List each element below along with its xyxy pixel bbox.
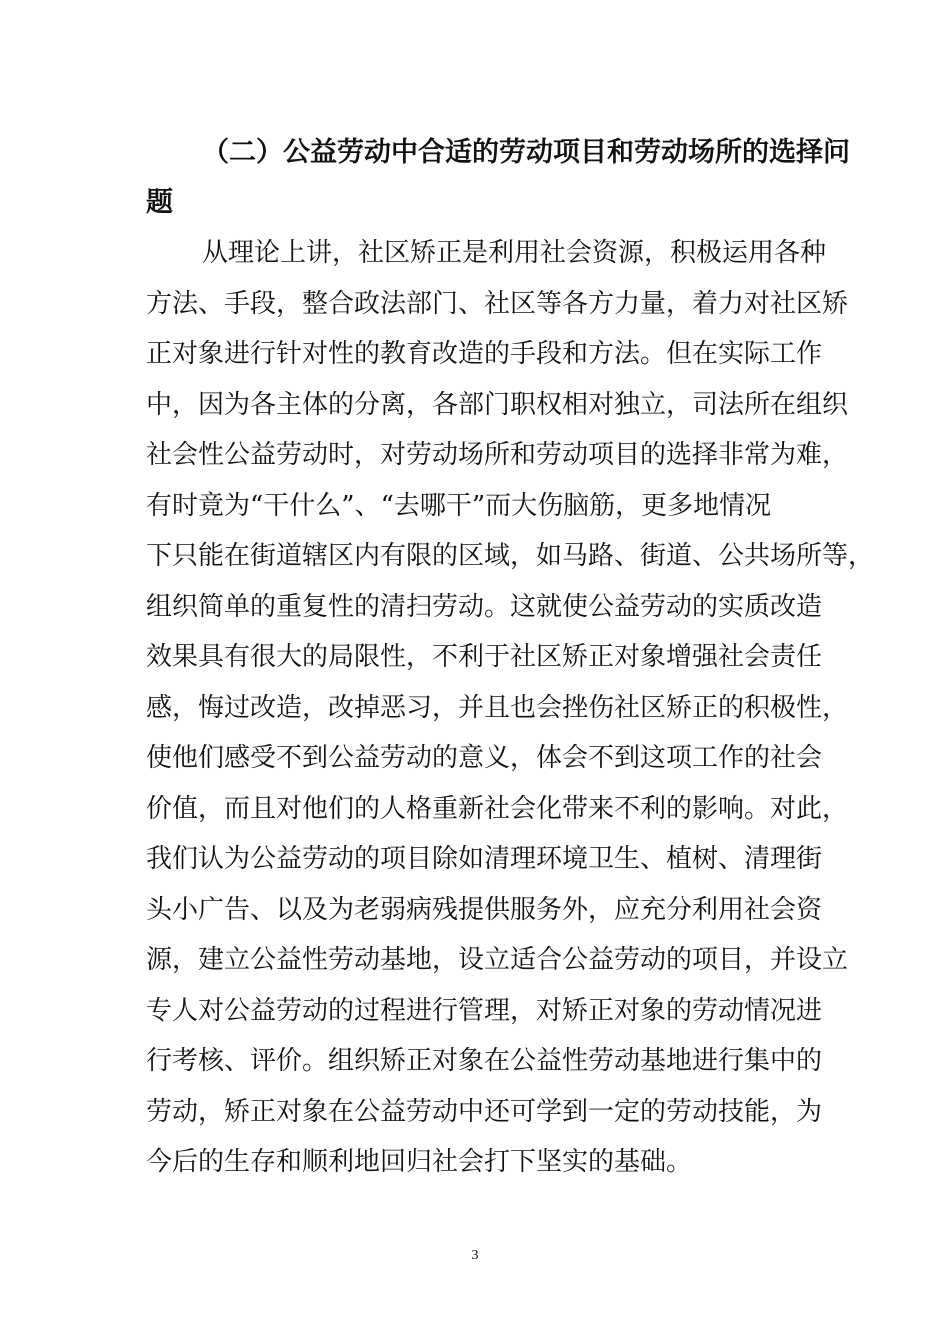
paragraph-line: 使他们感受不到公益劳动的意义，体会不到这项工作的社会 [146,743,823,773]
paragraph-line: 有时竟为“干什么”、“去哪干”而大伤脑筋，更多地情况 [146,490,772,521]
paragraph-line: 源，建立公益性劳动基地，设立适合公益劳动的项目，并设立 [146,945,849,975]
paragraph-line: 下只能在街道辖区内有限的区域，如马路、街道、公共场所等， [146,541,875,571]
paragraph-line: 价值，而且对他们的人格重新社会化带来不利的影响。对此， [146,793,849,824]
section-heading [146,128,850,228]
paragraph-line: 行考核、评价。组织矫正对象在公益性劳动基地进行集中的 [146,1046,823,1076]
paragraph-line: 我们认为公益劳动的项目除如清理环境卫生、植树、清理街 [146,844,823,874]
paragraph-line: 感，悔过改造，改掉恶习，并且也会挫伤社区矫正的积极性， [146,692,849,723]
section-heading-line-2: 题 [146,187,173,218]
section-heading-line-1: （二）公益劳动中合适的劳动项目和劳动场所的选择问 [202,137,850,168]
paragraph-line: 今后的生存和顺利地回归社会打下坚实的基础。 [146,1147,693,1177]
paragraph-line: 社会性公益劳动时，对劳动场所和劳动项目的选择非常为难， [146,440,849,470]
paragraph-line: 劳动，矫正对象在公益劳动中还可学到一定的劳动技能，为 [146,1096,823,1127]
paragraph-line: 方法、手段，整合政法部门、社区等各方力量，着力对社区矫 [146,288,849,319]
paragraph-line: 专人对公益劳动的过程进行管理，对矫正对象的劳动情况进 [146,995,823,1026]
paragraph-line: 从理论上讲，社区矫正是利用社会资源，积极运用各种 [202,238,827,268]
paragraph-line: 组织简单的重复性的清扫劳动。这就使公益劳动的实质改造 [146,591,823,622]
body-paragraph [146,228,875,1188]
paragraph-line: 头小广告、以及为老弱病残提供服务外，应充分利用社会资 [146,894,823,925]
paragraph-line: 中，因为各主体的分离，各部门职权相对独立，司法所在组织 [146,389,849,420]
paragraph-line: 效果具有很大的局限性，不利于社区矫正对象增强社会责任 [146,642,823,672]
paragraph-line: 正对象进行针对性的教育改造的手段和方法。但在实际工作 [146,339,823,369]
page-number: 3 [471,1248,479,1263]
